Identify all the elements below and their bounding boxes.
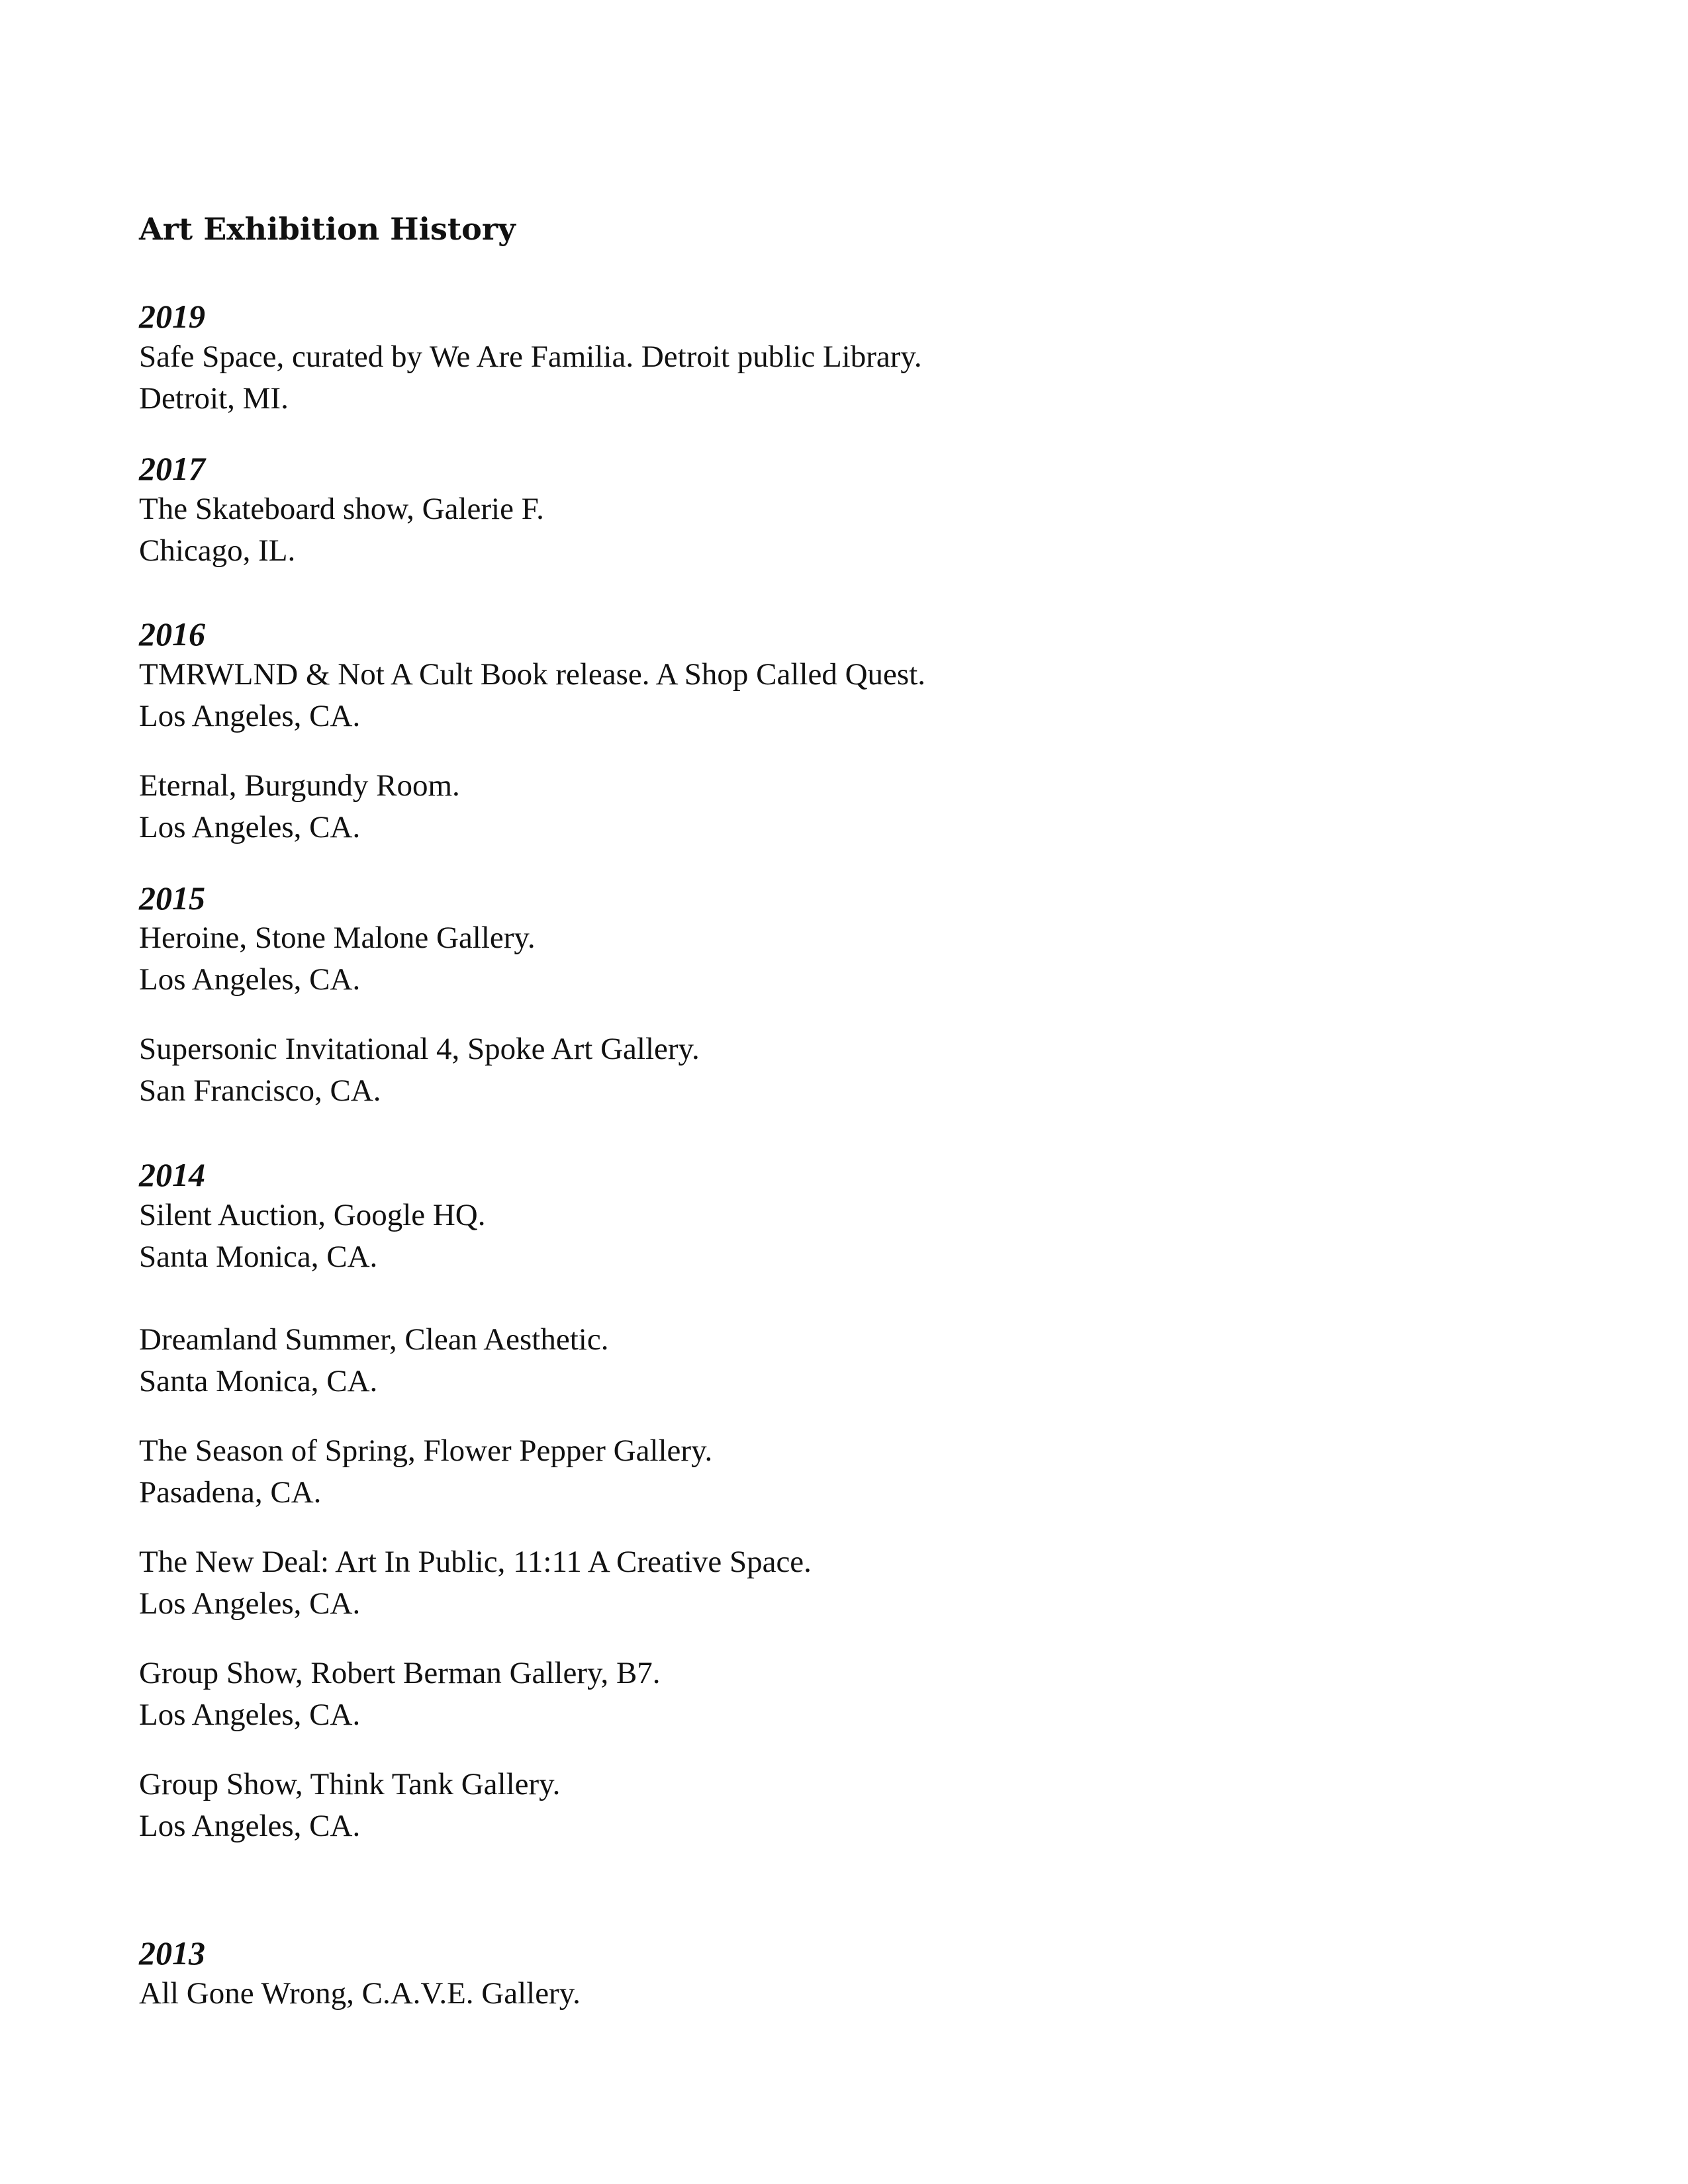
exhibition-entry [139, 1653, 661, 1736]
exhibition-entry [139, 1028, 700, 1112]
exhibition-title: Supersonic Invitational 4, Spoke Art Gallery. [139, 1032, 700, 1066]
exhibition-location: Los Angeles, CA. [139, 810, 361, 844]
exhibition-title: Group Show, Think Tank Gallery. [139, 1767, 561, 1801]
exhibition-entry [139, 488, 544, 572]
exhibition-entry [139, 1764, 560, 1847]
exhibition-location: Los Angeles, CA. [139, 1809, 361, 1843]
exhibition-location: Los Angeles, CA. [139, 1586, 361, 1621]
exhibition-location: Chicago, IL. [139, 533, 296, 568]
exhibition-location: Santa Monica, CA. [139, 1240, 378, 1274]
exhibition-title: The Skateboard show, Galerie F. [139, 492, 544, 526]
exhibition-entry [139, 1195, 486, 1278]
exhibition-entry [139, 1319, 608, 1402]
year-heading-2013: 2013 [139, 1934, 205, 1972]
exhibition-entry [139, 765, 460, 848]
year-heading-2014: 2014 [139, 1156, 205, 1193]
exhibition-title: Heroine, Stone Malone Gallery. [139, 921, 536, 955]
exhibition-title: All Gone Wrong, C.A.V.E. Gallery. [139, 1976, 581, 2011]
year-heading-2015: 2015 [139, 880, 205, 917]
exhibition-location: Santa Monica, CA. [139, 1364, 378, 1398]
exhibition-entry [139, 1973, 581, 2015]
year-heading-2019: 2019 [139, 298, 205, 335]
exhibition-title: Safe Space, curated by We Are Familia. Detroit public Library. [139, 340, 922, 374]
exhibition-title: Eternal, Burgundy Room. [139, 768, 460, 803]
year-heading-2016: 2016 [139, 615, 205, 653]
exhibition-entry [139, 917, 536, 1001]
exhibition-location: Los Angeles, CA. [139, 1698, 361, 1732]
exhibition-title: The New Deal: Art In Public, 11:11 A Creative Space. [139, 1545, 812, 1579]
exhibition-location: Pasadena, CA. [139, 1475, 322, 1510]
exhibition-title: TMRWLND & Not A Cult Book release. A Shop Called Quest. [139, 657, 926, 692]
exhibition-location: Los Angeles, CA. [139, 699, 361, 733]
exhibition-location: Detroit, MI. [139, 381, 289, 416]
exhibition-title: Group Show, Robert Berman Gallery, B7. [139, 1656, 661, 1690]
exhibition-location: San Francisco, CA. [139, 1073, 381, 1108]
exhibition-title: The Season of Spring, Flower Pepper Gallery. [139, 1433, 713, 1468]
year-heading-2017: 2017 [139, 450, 205, 487]
exhibition-entry [139, 336, 922, 420]
exhibition-entry [139, 1541, 812, 1625]
page-title: Art Exhibition History [139, 211, 516, 247]
exhibition-location: Los Angeles, CA. [139, 962, 361, 997]
exhibition-title: Silent Auction, Google HQ. [139, 1198, 486, 1232]
exhibition-entry [139, 1430, 712, 1514]
exhibition-entry [139, 654, 925, 737]
exhibition-title: Dreamland Summer, Clean Aesthetic. [139, 1322, 609, 1357]
